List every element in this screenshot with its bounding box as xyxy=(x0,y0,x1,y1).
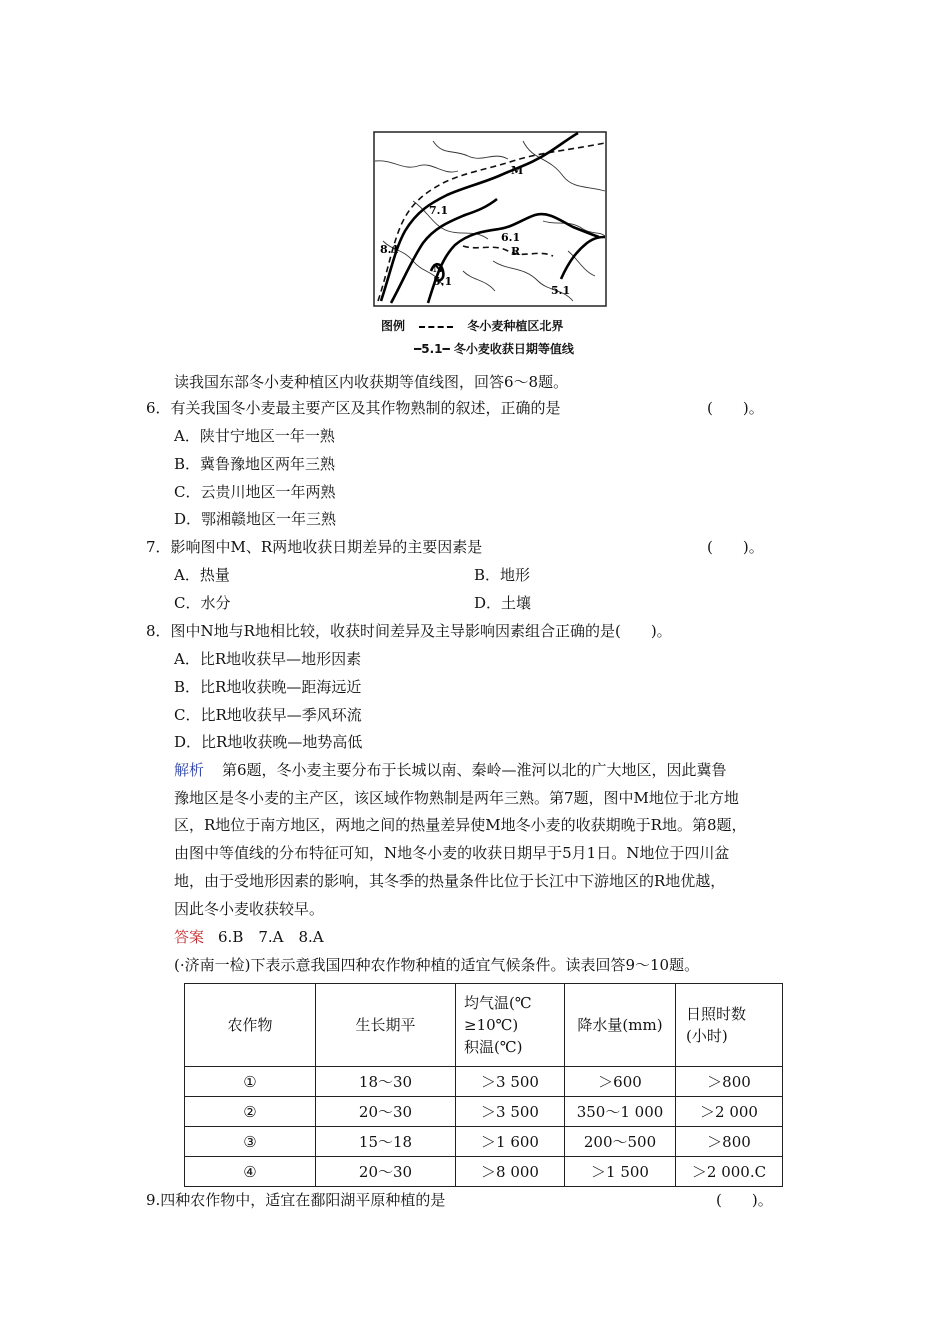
table-cell: ＞3 500 xyxy=(456,1067,565,1097)
question-6-answer-blank: ( )。 xyxy=(707,399,764,417)
question-7-stem: 7．影响图中M、R两地收获日期差异的主要因素是 xyxy=(146,538,483,556)
analysis-text-1: 第6题，冬小麦主要分布于长城以南、秦岭—淮河以北的广大地区，因此冀鲁 xyxy=(222,761,727,779)
table-cell: ③ xyxy=(185,1127,316,1157)
table-header-growth: 生长期平 xyxy=(316,984,456,1067)
table-cell: 350～1 000 xyxy=(565,1097,676,1127)
table-header-temperature: 均气温(℃ ≥10℃) 积温(℃) xyxy=(456,984,565,1067)
table-cell: 20～30 xyxy=(316,1157,456,1187)
table-cell: ＞8 000 xyxy=(456,1157,565,1187)
table-header-crop: 农作物 xyxy=(185,984,316,1067)
question-9-stem: 9.四种农作物中，适宜在鄱阳湖平原种植的是 xyxy=(146,1191,446,1209)
analysis-line-6: 因此冬小麦收获较早。 xyxy=(174,900,325,918)
table-cell: ＞1 600 xyxy=(456,1127,565,1157)
question-7-answer-blank: ( )。 xyxy=(707,538,764,556)
table-cell: ＞600 xyxy=(565,1067,676,1097)
table-intro: (·济南一检)下表示意我国四种农作物种植的适宜气候条件。读表回答9～10题。 xyxy=(174,956,700,974)
map-label-r: R xyxy=(511,245,521,258)
wheat-harvest-isoline-map xyxy=(373,131,607,307)
map-legend-row-1 xyxy=(381,318,563,334)
question-6-option-c: C．云贵川地区一年两熟 xyxy=(174,483,336,501)
table-header-sunshine: 日照时数 (小时) xyxy=(676,984,783,1067)
map-legend-row-2 xyxy=(414,341,574,357)
legend-dash-label: 冬小麦种植区北界 xyxy=(467,319,564,333)
analysis-label: 解析 xyxy=(174,761,205,779)
analysis-line-1 xyxy=(174,760,727,780)
table-row xyxy=(185,1127,783,1157)
isoline-label-5-1-west: 5.1 xyxy=(433,275,453,288)
isoline-label-5-1-east: 5.1 xyxy=(551,284,571,297)
intro-text: 读我国东部冬小麦种植区内收获期等值线图，回答6～8题。 xyxy=(174,373,569,391)
table-row xyxy=(185,1157,783,1187)
analysis-line-5: 地，由于受地形因素的影响，其冬季的热量条件比位于长江中下游地区的R地优越， xyxy=(174,872,726,890)
legend-line-label: 冬小麦收获日期等值线 xyxy=(453,342,574,356)
table-cell: 20～30 xyxy=(316,1097,456,1127)
map-label-m: M xyxy=(511,164,524,177)
question-6-option-b: B．冀鲁豫地区两年三熟 xyxy=(174,455,336,473)
question-8-option-d: D．比R地收获晚—地势高低 xyxy=(174,733,363,751)
analysis-line-3: 区，R地位于南方地区，两地之间的热量差异使M地冬小麦的收获期晚于R地。第8题， xyxy=(174,816,747,834)
analysis-line-4: 由图中等值线的分布特征可知，N地冬小麦的收获日期早于5月1日。N地位于四川盆 xyxy=(174,844,730,862)
isoline-label-6-1: 6.1 xyxy=(501,231,521,244)
answer-label: 答案 xyxy=(174,928,205,946)
question-7-option-c: C．水分 xyxy=(174,594,231,612)
table-cell: ＞800 xyxy=(676,1067,783,1097)
question-8-option-c: C．比R地收获早—季风环流 xyxy=(174,706,362,724)
question-7-option-a: A．热量 xyxy=(174,566,230,584)
table-row xyxy=(185,1067,783,1097)
legend-dash-symbol xyxy=(419,326,453,328)
legend-title: 图例 xyxy=(381,319,406,333)
table-cell: ④ xyxy=(185,1157,316,1187)
question-8-option-b: B．比R地收获晚—距海远近 xyxy=(174,678,362,696)
analysis-line-2: 豫地区是冬小麦的主产区，该区域作物熟制是两年三熟。第7题，图中M地位于北方地 xyxy=(174,789,739,807)
table-cell: ＞2 000 xyxy=(676,1097,783,1127)
table-header-row xyxy=(185,984,783,1067)
table-header-precip: 降水量(mm) xyxy=(565,984,676,1067)
table-cell: 15～18 xyxy=(316,1127,456,1157)
crop-climate-table xyxy=(184,983,783,1187)
table-cell: ＞1 500 xyxy=(565,1157,676,1187)
question-9-answer-blank: ( )。 xyxy=(716,1191,773,1209)
table-row xyxy=(185,1097,783,1127)
isoline-label-7-1: 7.1 xyxy=(429,204,449,217)
question-6-option-a: A．陕甘宁地区一年一熟 xyxy=(174,427,335,445)
question-6-stem: 6．有关我国冬小麦最主要产区及其作物熟制的叙述，正确的是 xyxy=(146,399,561,417)
table-cell: ＞2 000.C xyxy=(676,1157,783,1187)
map-label-n: N xyxy=(433,262,444,275)
table-cell: ① xyxy=(185,1067,316,1097)
answer-line xyxy=(174,927,324,947)
question-8-option-a: A．比R地收获早—地形因素 xyxy=(174,650,362,668)
table-cell: ＞3 500 xyxy=(456,1097,565,1127)
legend-line-symbol: ━5.1━ xyxy=(414,342,450,356)
isoline-label-8-1: 8.1 xyxy=(380,243,400,256)
question-8-stem: 8．图中N地与R地相比较，收获时间差异及主导影响因素组合正确的是( )。 xyxy=(146,622,672,640)
table-cell: 18～30 xyxy=(316,1067,456,1097)
question-7-option-b: B．地形 xyxy=(474,566,531,584)
question-6-option-d: D．鄂湘赣地区一年三熟 xyxy=(174,510,337,528)
table-cell: 200～500 xyxy=(565,1127,676,1157)
answer-text: 6.B 7.A 8.A xyxy=(218,928,324,946)
table-cell: ＞800 xyxy=(676,1127,783,1157)
question-7-option-d: D．土壤 xyxy=(474,594,532,612)
table-cell: ② xyxy=(185,1097,316,1127)
